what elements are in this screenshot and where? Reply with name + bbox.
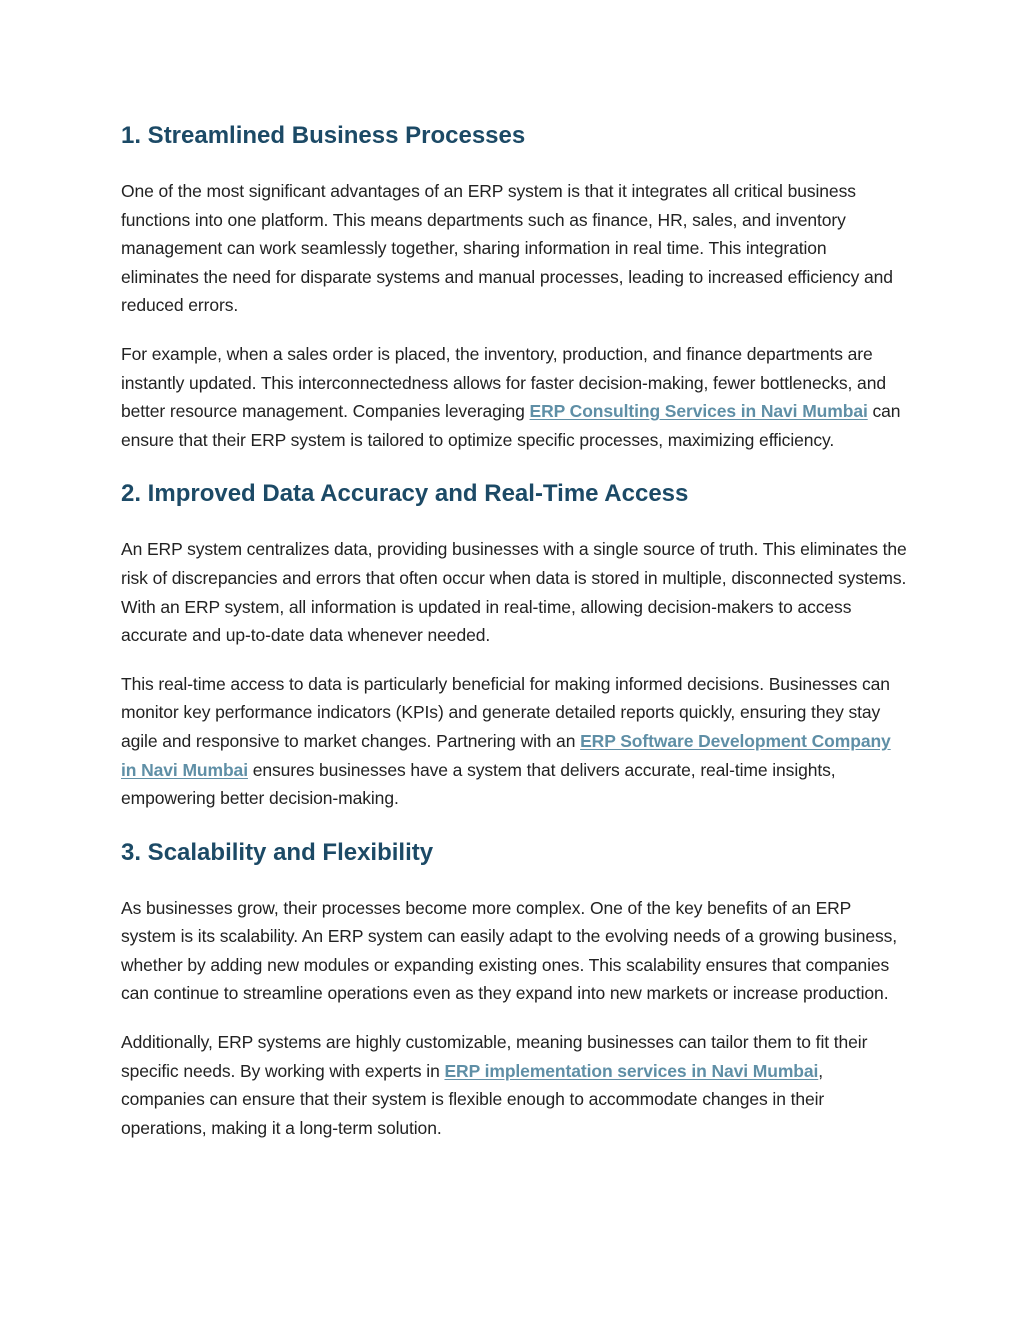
section-2-paragraph-1: An ERP system centralizes data, providing businesses with a single source of truth. This eliminates the risk of discrepancies and errors that often occur when data is stored in multiple, disconnected systems. With an ERP system, all information is updated in real-time, allowing decision-makers to access accurate and up-to-date data whenever needed. [121, 539, 907, 646]
section-heading-streamlined: 1. Streamlined Business Processes [121, 122, 526, 149]
section-2-paragraph-2-text-after: ensures businesses have a system that delivers accurate, real-time insights, empowering better decision-making. [121, 759, 836, 809]
section-2-paragraph-2 [121, 670, 907, 813]
section-3-paragraph-2-text-after: , companies can ensure that their system is flexible enough to accommodate changes in their operations, making it a long-term solution. [121, 1060, 825, 1138]
section-heading-data-accuracy: 2. Improved Data Accuracy and Real-Time Access [121, 480, 689, 508]
section-3-paragraph-2-text-before: Additionally, ERP systems are highly customizable, meaning businesses can tailor them to fit their specific needs. By working with experts in [121, 1032, 868, 1081]
document-page [121, 118, 907, 1142]
erp-implementation-link[interactable]: ERP implementation services in Navi Mumbai [444, 1060, 819, 1081]
section-heading-scalability: 3. Scalability and Flexibility [121, 838, 434, 866]
section-1-paragraph-2 [121, 340, 907, 454]
section-2-paragraph-2-text-before: This real-time access to data is particularly beneficial for making informed decisions. Businesses can monitor key performance indicators (KPIs) and generate detailed reports quickly, ensuring they stay agile and responsive to market changes. Partnering with an [121, 673, 890, 751]
erp-consulting-link[interactable]: ERP Consulting Services in Navi Mumbai [529, 401, 868, 422]
section-3-paragraph-1: As businesses grow, their processes become more complex. One of the key benefits of an ERP system is its scalability. An ERP system can easily adapt to the evolving needs of a growing business, whether by adding new modules or expanding existing ones. This scalability ensures that companies can continue to streamline operations even as they expand into new markets or increase production. [121, 897, 898, 1004]
section-1-paragraph-2-text-after: can ensure that their ERP system is tailored to optimize specific processes, maximizing efficiency. [121, 401, 901, 450]
section-1-paragraph-1: One of the most significant advantages of an ERP system is that it integrates all critical business functions into one platform. This means departments such as finance, HR, sales, and inventory management can work seamlessly together, sharing information in real time. This integration eliminates the need for disparate systems and manual processes, leading to increased efficiency and reduced errors. [121, 181, 893, 316]
section-3-paragraph-2 [121, 1028, 907, 1142]
erp-software-development-link[interactable]: ERP Software Development Company in Navi Mumbai [121, 730, 891, 780]
section-1-paragraph-2-text-before: For example, when a sales order is placed, the inventory, production, and finance departments are instantly updated. This interconnectedness allows for faster decision-making, fewer bottlenecks, and better resource management. Companies leveraging [121, 343, 886, 422]
